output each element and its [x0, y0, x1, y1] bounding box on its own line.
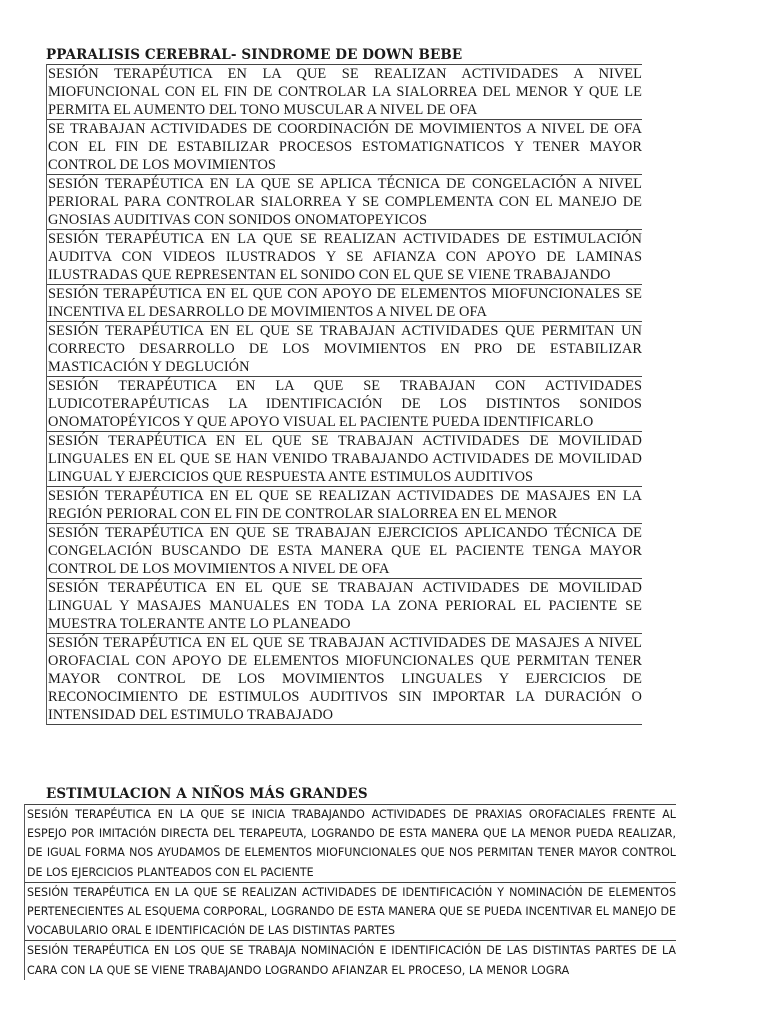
table-row: SE TRABAJAN ACTIVIDADES DE COORDINACIÓN DE MOVIMIENTOS A NIVEL DE OFA CON EL FIN DE ESTABILIZAR PROCESOS ESTOMATIGNATICOS Y TENER MAYOR CONTROL DE LOS MOVIMIENTOS — [48, 121, 642, 173]
table-row: SESIÓN TERAPÉUTICA EN LA QUE SE REALIZAN ACTIVIDADES DE ESTIMULACIÓN AUDITVA CON VIDEOS ILUSTRADOS Y SE AFIANZA CON APOYO DE LAMINAS ILUSTRADAS QUE REPRESENTAN EL SONIDO CON EL QUE SE VIENE TRABAJANDO — [48, 231, 642, 283]
table-row: SESIÓN TERAPÉUTICA EN LA QUE SE TRABAJAN CON ACTIVIDADES LUDICOTERAPÉUTICAS LA IDENTIFICACIÓN DE LOS DISTINTOS SONIDOS ONOMATOPÉYICOS Y QUE APOYO VISUAL EL PACIENTE PUEDA IDENTIFICARLO — [48, 378, 642, 430]
table-row: SESIÓN TERAPÉUTICA EN LOS QUE SE TRABAJA NOMINACIÓN E IDENTIFICACIÓN DE LAS DISTINTAS PARTES DE LA CARA CON LA QUE SE VIENE TRABAJANDO LOGRANDO AFIANZAR EL PROCESO, LA MENOR LOGRA — [27, 944, 676, 977]
session-table-bebe — [46, 64, 642, 725]
table-row: SESIÓN TERAPÉUTICA EN LA QUE SE INICIA TRABAJANDO ACTIVIDADES DE PRAXIAS OROFACIALES FRENTE AL ESPEJO POR IMITACIÓN DIRECTA DEL TERAPEUTA, LOGRANDO DE ESTA MANERA QUE LA MENOR PUEDA REALIZAR, DE IGUAL FORMA NOS AYUDAMOS DE ELEMENTOS MIOFUNCIONALES QUE NOS PERMITAN TENER MAYOR CONTROL DE LOS EJERCICIOS PLANTEADOS CON EL PACIENTE — [25, 804, 676, 883]
section-title-paralisis-cerebral: PPARALISIS CEREBRAL- SINDROME DE DOWN BEBE — [46, 47, 463, 63]
table-row: SESIÓN TERAPÉUTICA EN EL QUE SE TRABAJAN ACTIVIDADES DE MASAJES A NIVEL OROFACIAL CON APOYO DE ELEMENTOS MIOFUNCIONALES QUE PERMITAN TENER MAYOR CONTROL DE LOS MOVIMIENTOS LINGUALES Y EJERCICIOS DE RECONOCIMIENTO DE ESTIMULOS AUDITIVOS SIN IMPORTAR LA DURACIÓN O INTENSIDAD DEL ESTIMULO TRABAJADO — [48, 635, 642, 723]
table-row: SESIÓN TERAPÉUTICA EN EL QUE SE TRABAJAN ACTIVIDADES QUE PERMITAN UN CORRECTO DESARROLLO DE LOS MOVIMIENTOS EN PRO DE ESTABILIZAR MASTICACIÓN Y DEGLUCIÓN — [48, 323, 642, 375]
table-row: SESIÓN TERAPÉUTICA EN LA QUE SE REALIZAN ACTIVIDADES A NIVEL MIOFUNCIONAL CON EL FIN DE CONTROLAR LA SIALORREA DEL MENOR Y QUE LE PERMITA EL AUMENTO DEL TONO MUSCULAR A NIVEL DE OFA — [48, 66, 642, 118]
session-table-ninos — [24, 804, 676, 980]
table-row: SESIÓN TERAPÉUTICA EN EL QUE SE TRABAJAN ACTIVIDADES DE MOVILIDAD LINGUAL Y MASAJES MANUALES EN TODA LA ZONA PERIORAL EL PACIENTE SE MUESTRA TOLERANTE ANTE LO PLANEADO — [48, 580, 642, 632]
table-row: SESIÓN TERAPÉUTICA EN LA QUE SE REALIZAN ACTIVIDADES DE IDENTIFICACIÓN Y NOMINACIÓN DE ELEMENTOS PERTENECIENTES AL ESQUEMA CORPORAL, LOGRANDO DE ESTA MANERA QUE SE PUEDA INCENTIVAR EL MANEJO DE VOCABULARIO ORAL E IDENTIFICACIÓN DE LAS DISTINTAS PARTES — [25, 883, 676, 942]
table-row: SESIÓN TERAPÉUTICA EN EL QUE SE TRABAJAN ACTIVIDADES DE MOVILIDAD LINGUALES EN EL QUE SE HAN VENIDO TRABAJANDO ACTIVIDADES DE MOVILIDAD LINGUAL Y EJERCICIOS QUE RESPUESTA ANTE ESTIMULOS AUDITIVOS — [48, 433, 642, 485]
table-row: SESIÓN TERAPÉUTICA EN EL QUE CON APOYO DE ELEMENTOS MIOFUNCIONALES SE INCENTIVA EL DESARROLLO DE MOVIMIENTOS A NIVEL DE OFA — [48, 286, 642, 320]
table-row: SESIÓN TERAPÉUTICA EN EL QUE SE REALIZAN ACTIVIDADES DE MASAJES EN LA REGIÓN PERIORAL CON EL FIN DE CONTROLAR SIALORREA EN EL MENOR — [48, 488, 642, 522]
section-title-estimulacion: ESTIMULACION A NIÑOS MÁS GRANDES — [46, 786, 368, 802]
table-row: SESIÓN TERAPÉUTICA EN LA QUE SE APLICA TÉCNICA DE CONGELACIÓN A NIVEL PERIORAL PARA CONTROLAR SIALORREA Y SE COMPLEMENTA CON EL MANEJO DE GNOSIAS AUDITIVAS CON SONIDOS ONOMATOPEYICOS — [48, 176, 642, 228]
table-row: SESIÓN TERAPÉUTICA EN QUE SE TRABAJAN EJERCICIOS APLICANDO TÉCNICA DE CONGELACIÓN BUSCANDO DE ESTA MANERA QUE EL PACIENTE TENGA MAYOR CONTROL DE LOS MOVIMIENTOS A NIVEL DE OFA — [48, 525, 642, 577]
